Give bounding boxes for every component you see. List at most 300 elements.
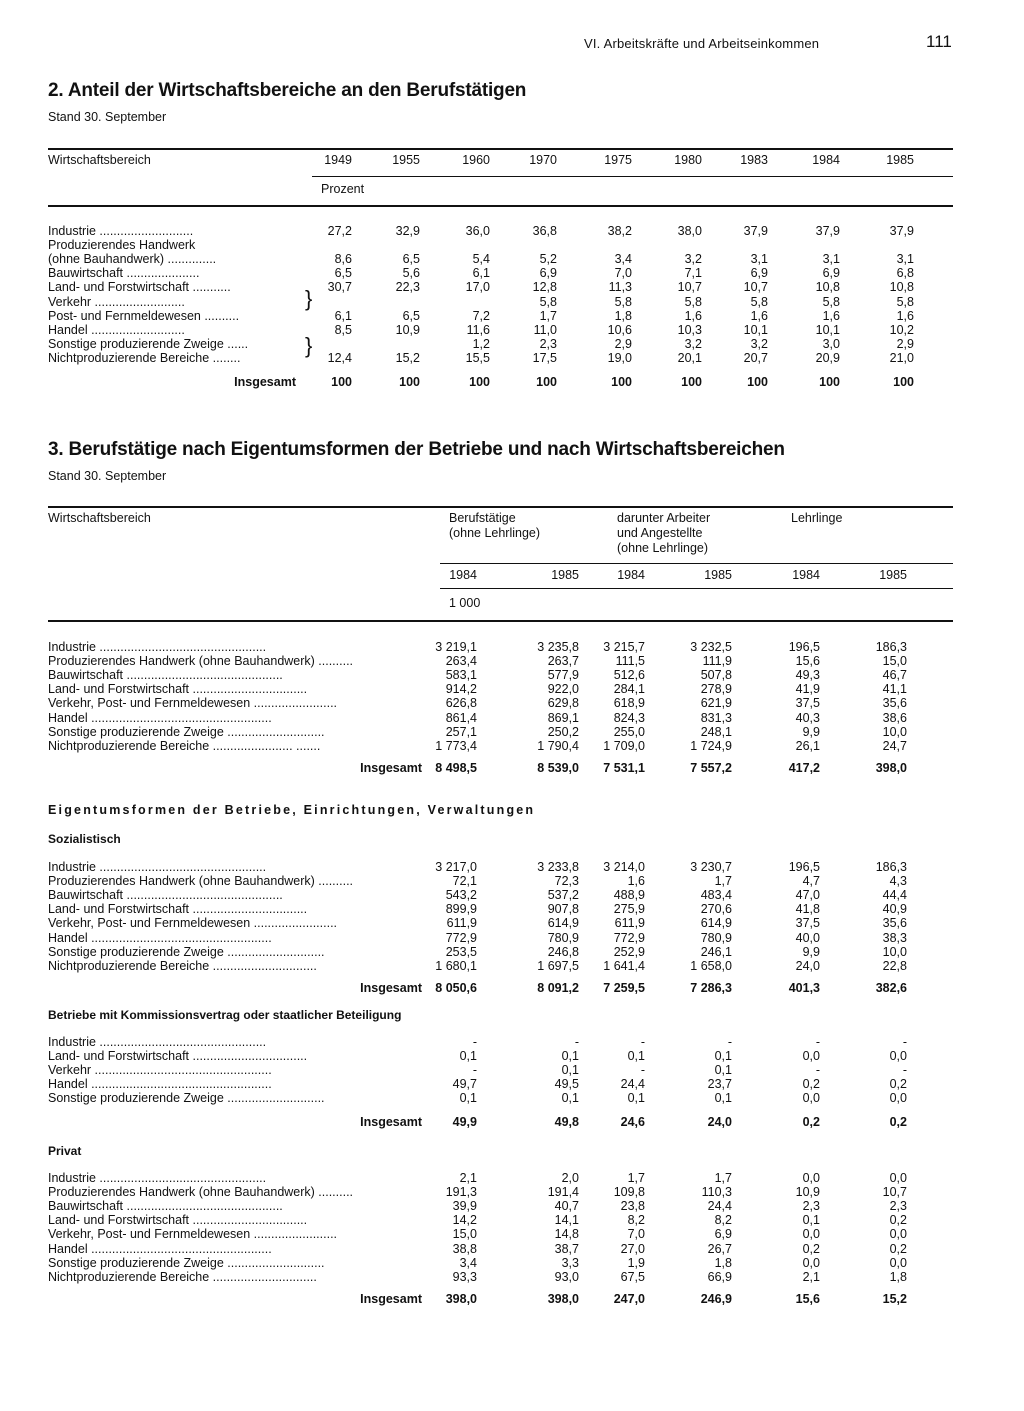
- table3-cell: 629,8: [547, 696, 579, 711]
- table3-cell: 22,8: [882, 958, 907, 973]
- table3-cell: 35,6: [882, 916, 907, 931]
- table3-cell: 24,4: [707, 1199, 732, 1214]
- table3-cell: 611,9: [446, 916, 477, 931]
- table3-row-label: Verkehr, Post- und Fernmeldewesen ........................: [48, 916, 338, 931]
- table3-cell: 0,0: [802, 1227, 820, 1242]
- table3-row-label: Nichtproduzierende Bereiche ....................... .......: [48, 738, 321, 753]
- table3-cell: 38,6: [882, 710, 907, 725]
- table2-cell: 17,5: [532, 351, 557, 365]
- table3-cell: 824,3: [613, 710, 645, 725]
- table3-cell: 488,9: [613, 888, 645, 903]
- table2-cell: 6,5: [402, 309, 420, 323]
- table2-cell: 30,7: [327, 280, 352, 294]
- table3-cell: 922,0: [547, 682, 579, 697]
- table3-cell: 3 230,7: [690, 860, 732, 874]
- table2-cell: 5,8: [539, 295, 557, 309]
- table2-year-1955: 1955: [392, 153, 420, 167]
- table3-cell: 38,8: [452, 1241, 477, 1256]
- table3-cell: 3 217,0: [435, 860, 477, 874]
- table2-cell: 17,0: [465, 280, 490, 294]
- table2-cell: 1,6: [822, 309, 840, 323]
- table3-cell: 255,0: [613, 724, 645, 739]
- table2-cell: 3,1: [822, 252, 840, 266]
- table3-cell: 1,9: [627, 1255, 645, 1270]
- table3-cell: 275,9: [613, 902, 645, 917]
- table3-unit: 1 000: [449, 596, 481, 610]
- table2-total-cell: 100: [611, 375, 632, 389]
- table3-cell: 3,3: [561, 1255, 579, 1270]
- table2-cell: 10,1: [743, 323, 768, 337]
- table2-cell: 11,6: [466, 323, 490, 337]
- table3-group-0-line: (ohne Lehrlinge): [449, 526, 541, 540]
- table2-cell: 10,7: [743, 280, 768, 294]
- table2-total-cell: 100: [819, 375, 840, 389]
- table3-cell: 284,1: [613, 682, 645, 697]
- table3-cell: 2,0: [561, 1171, 579, 1185]
- table3-cell: 0,1: [802, 1213, 820, 1228]
- table2-cell: 5,2: [539, 252, 557, 266]
- table3-cell: 0,0: [802, 1171, 820, 1185]
- table3-cell: 252,9: [613, 944, 645, 959]
- table3-cell: 3 219,1: [435, 640, 477, 654]
- table2-cell: 37,9: [815, 224, 840, 238]
- table2-year-1970: 1970: [529, 153, 557, 167]
- table3-cell: 0,1: [627, 1091, 645, 1106]
- table3-cell: 14,1: [554, 1213, 579, 1228]
- table2-cell: 1,2: [472, 337, 490, 351]
- table3-cell: 10,0: [882, 944, 907, 959]
- table3-total-cell: 417,2: [788, 761, 820, 775]
- table3-total-cell: 401,3: [788, 981, 820, 995]
- table3-row-label: Industrie ................................................: [48, 860, 267, 874]
- table2-cell: 6,5: [402, 252, 420, 266]
- table3-cell: 10,7: [882, 1185, 907, 1200]
- table3-cell: 66,9: [707, 1269, 732, 1284]
- table3-total-cell: 247,0: [613, 1292, 645, 1306]
- table3-total-cell: 7 286,3: [690, 981, 732, 995]
- table3-cell: 1 709,0: [603, 738, 645, 753]
- table3-row-label: Handel ....................................................: [48, 1077, 272, 1092]
- table3-cell: 2,3: [889, 1199, 907, 1214]
- table2-cell: 3,1: [750, 252, 768, 266]
- table3-cell: 0,1: [561, 1063, 579, 1078]
- table2-cell: 20,1: [677, 351, 702, 365]
- table3-total-cell: 7 259,5: [603, 981, 645, 995]
- table2-cell: 10,8: [815, 280, 840, 294]
- table3-total-cell: 398,0: [875, 761, 907, 775]
- table3-row-label: Sonstige produzierende Zweige ............................: [48, 944, 325, 959]
- table3-cell: 24,7: [882, 738, 907, 753]
- table3-cell: 40,3: [795, 710, 820, 725]
- table3-total-label: Insgesamt: [360, 981, 422, 995]
- table3-cell: 0,1: [459, 1049, 477, 1064]
- table2-cell: 1,7: [539, 309, 557, 323]
- table3-cell: 67,5: [620, 1269, 645, 1284]
- table3-cell: 614,9: [700, 916, 732, 931]
- table3-row-label: Nichtproduzierende Bereiche ..............................: [48, 1269, 317, 1284]
- table3-cell: 1 680,1: [435, 958, 477, 973]
- table2-total-cell: 100: [469, 375, 490, 389]
- table3-cell: 191,4: [547, 1185, 579, 1200]
- table3-cell: 0,1: [459, 1091, 477, 1106]
- table3-cell: 6,9: [714, 1227, 732, 1242]
- table3-title: 3. Berufstätige nach Eigentumsformen der Betriebe und nach Wirtschaftsbereichen: [48, 439, 785, 460]
- table3-group-1-line: darunter Arbeiter: [617, 511, 711, 525]
- table2-cell: 36,8: [532, 224, 557, 238]
- table3-total-cell: 7 531,1: [603, 761, 645, 775]
- table3-total-label: Insgesamt: [360, 761, 422, 775]
- table2-top-rule: [48, 148, 953, 150]
- table3-cell: 907,8: [547, 902, 579, 917]
- table2-subtitle: Stand 30. September: [48, 110, 167, 124]
- table3-cell: 26,7: [707, 1241, 732, 1256]
- table3-cell: -: [640, 1035, 645, 1049]
- table2-cell: 10,3: [677, 323, 702, 337]
- table3-cell: 9,9: [802, 944, 820, 959]
- table2-cell: 2,3: [539, 337, 557, 351]
- table2-cell: 5,8: [614, 295, 632, 309]
- table3-cell: 40,0: [795, 930, 820, 945]
- table3-cell: 1 790,4: [537, 738, 579, 753]
- table3-cell: 111,9: [702, 654, 732, 669]
- table2-cell: 7,0: [614, 266, 632, 280]
- table2-header-rule: [48, 205, 953, 207]
- table2-row-label: Post- und Fernmeldewesen ..........: [48, 309, 240, 323]
- table3-cell: 24,0: [795, 958, 820, 973]
- table3-cell: 0,2: [802, 1241, 820, 1256]
- table3-cell: 24,4: [620, 1077, 645, 1092]
- table3-cell: 869,1: [547, 710, 579, 725]
- table3-year-rule-top: [440, 563, 953, 564]
- table3-cell: 44,4: [882, 888, 907, 903]
- table3-total-cell: 0,2: [802, 1115, 820, 1129]
- table3-row-label: Handel ....................................................: [48, 930, 272, 945]
- table3-cell: 0,0: [802, 1049, 820, 1064]
- table3-year-0: 1984: [449, 568, 477, 582]
- table2-cell: 8,5: [334, 323, 352, 337]
- table3-cell: 4,7: [802, 874, 820, 889]
- table3-total-label: Insgesamt: [360, 1115, 422, 1129]
- table2-row-label: Produzierendes Handwerk: [48, 238, 196, 252]
- table3-total-cell: 15,6: [795, 1292, 820, 1306]
- table3-row-label: Sonstige produzierende Zweige ............................: [48, 724, 325, 739]
- table3-total-label: Insgesamt: [360, 1292, 422, 1306]
- table3-cell: 191,3: [445, 1185, 477, 1200]
- table2-year-1949: 1949: [324, 153, 352, 167]
- table3-cell: 38,3: [882, 930, 907, 945]
- table3-cell: 614,9: [547, 916, 579, 931]
- table3-cell: 3 215,7: [603, 640, 645, 654]
- table3-cell: 15,0: [882, 654, 907, 669]
- table3-cell: 2,1: [459, 1171, 477, 1185]
- table2-cell: 20,9: [815, 351, 840, 365]
- table3-cell: -: [574, 1035, 579, 1049]
- table2-cell: 7,1: [684, 266, 702, 280]
- table2-year-1975: 1975: [604, 153, 632, 167]
- table3-cell: 0,0: [889, 1049, 907, 1064]
- table3-row-label: Industrie ................................................: [48, 1035, 267, 1049]
- table3-cell: 1,7: [627, 1171, 645, 1185]
- table2-cell: 32,9: [395, 224, 420, 238]
- table3-cell: -: [640, 1063, 645, 1078]
- table3-cell: 41,1: [882, 682, 907, 697]
- table2-cell: 22,3: [395, 280, 420, 294]
- table2-year-1980: 1980: [674, 153, 702, 167]
- table3-cell: 246,1: [700, 944, 732, 959]
- table3-cell: 1 658,0: [690, 958, 732, 973]
- table3-cell: 14,2: [452, 1213, 477, 1228]
- table3-cell: 914,2: [445, 682, 477, 697]
- table3-cell: 0,1: [714, 1063, 732, 1078]
- table3-cell: 250,2: [547, 724, 579, 739]
- table3-cell: 72,3: [554, 874, 579, 889]
- table2-cell: 1,6: [684, 309, 702, 323]
- table2-total-label: Insgesamt: [234, 375, 296, 389]
- table3-cell: 577,9: [547, 668, 579, 683]
- table2-total-cell: 100: [399, 375, 420, 389]
- table2-row-label: Nichtproduzierende Bereiche ........: [48, 351, 241, 365]
- table3-cell: 263,7: [547, 654, 579, 669]
- table2-cell: 38,0: [677, 224, 702, 238]
- table2-cell: 3,4: [614, 252, 632, 266]
- table2-cell: 5,8: [896, 295, 914, 309]
- table3-total-cell: 15,2: [882, 1292, 907, 1306]
- table2-cell: 3,2: [684, 252, 702, 266]
- table3-group-0-line: Berufstätige: [449, 511, 516, 525]
- table3-cell: 49,5: [554, 1077, 579, 1092]
- table3-cell: 2,1: [802, 1269, 820, 1284]
- table3-cell: 14,8: [554, 1227, 579, 1242]
- table3-col-label: Wirtschaftsbereich: [48, 511, 151, 525]
- table3-cell: 186,3: [875, 640, 907, 654]
- table3-row-label: Land- und Forstwirtschaft .................................: [48, 682, 308, 697]
- table3-subtitle: Stand 30. September: [48, 469, 167, 483]
- table3-row-label: Sonstige produzierende Zweige ............................: [48, 1091, 325, 1106]
- table3-cell: 49,3: [795, 668, 820, 683]
- table3-cell: 899,9: [445, 902, 477, 917]
- table3-cell: 537,2: [547, 888, 579, 903]
- table3-cell: 7,0: [627, 1227, 645, 1242]
- table3-total-cell: 49,8: [554, 1115, 579, 1129]
- table2-cell: 38,2: [607, 224, 632, 238]
- table3-cell: 772,9: [445, 930, 477, 945]
- table3-cell: -: [815, 1063, 820, 1078]
- table2-cell: 36,0: [465, 224, 490, 238]
- table3-year-1: 1985: [551, 568, 579, 582]
- table2-cell: 5,8: [822, 295, 840, 309]
- table2-cell: 10,9: [395, 323, 420, 337]
- table3-cell: 1,7: [714, 1171, 732, 1185]
- table3-cell: 72,1: [452, 874, 477, 889]
- table2-total-cell: 100: [893, 375, 914, 389]
- table3-cell: 27,0: [620, 1241, 645, 1256]
- table2-cell: 5,6: [402, 266, 420, 280]
- table3-cell: 0,0: [889, 1227, 907, 1242]
- table3-total-cell: 246,9: [700, 1292, 732, 1306]
- table3-cell: 3 233,8: [537, 860, 579, 874]
- table3-cell: 0,2: [802, 1077, 820, 1092]
- table3-row-label: Land- und Forstwirtschaft .................................: [48, 1049, 308, 1064]
- table3-cell: -: [815, 1035, 820, 1049]
- table3-cell: 246,8: [547, 944, 579, 959]
- table3-cell: 0,0: [889, 1171, 907, 1185]
- table3-group-2-line: Lehrlinge: [791, 511, 843, 525]
- table3-cell: 253,5: [445, 944, 477, 959]
- table2-cell: 10,8: [889, 280, 914, 294]
- table2-cell: 10,2: [889, 323, 914, 337]
- table2-cell: 2,9: [614, 337, 632, 351]
- table3-cell: 9,9: [802, 724, 820, 739]
- table3-row-label: Produzierendes Handwerk (ohne Bauhandwerk) ..........: [48, 1185, 354, 1200]
- table3-total-cell: 382,6: [875, 981, 907, 995]
- table3-row-label: Industrie ................................................: [48, 1171, 267, 1185]
- table3-cell: 49,7: [452, 1077, 477, 1092]
- table2-row-label: (ohne Bauhandwerk) ..............: [48, 252, 217, 266]
- table2-year-1983: 1983: [740, 153, 768, 167]
- table3-year-rule: [440, 588, 953, 589]
- table3-row-label: Verkehr, Post- und Fernmeldewesen ........................: [48, 696, 338, 711]
- table3-row-label: Land- und Forstwirtschaft .................................: [48, 1213, 308, 1228]
- table2-cell: 5,4: [472, 252, 490, 266]
- table2-cell: 1,6: [750, 309, 768, 323]
- table3-cell: 0,0: [802, 1091, 820, 1106]
- table2-year-1984: 1984: [812, 153, 840, 167]
- table3-cell: 0,1: [714, 1049, 732, 1064]
- table3-cell: 780,9: [547, 930, 579, 945]
- table2-cell: 10,1: [815, 323, 840, 337]
- table3-row-label: Verkehr ...................................................: [48, 1063, 272, 1078]
- table3-row-label: Produzierendes Handwerk (ohne Bauhandwerk) ..........: [48, 654, 354, 669]
- table3-cell: 0,0: [802, 1255, 820, 1270]
- table3-top-rule: [48, 506, 953, 508]
- table3-cell: 1,7: [714, 874, 732, 889]
- table2-cell: 6,8: [896, 266, 914, 280]
- table3-cell: 111,5: [615, 654, 645, 669]
- table2-cell: 8,6: [334, 252, 352, 266]
- table3-year-5: 1985: [879, 568, 907, 582]
- table2-total-cell: 100: [747, 375, 768, 389]
- table2-year-1960: 1960: [462, 153, 490, 167]
- table3-total-cell: 24,6: [620, 1115, 645, 1129]
- table3-total-cell: 8 539,0: [537, 761, 579, 775]
- table3-cell: 621,9: [700, 696, 732, 711]
- table2-cell: 6,5: [334, 266, 352, 280]
- table3-total-cell: 8 091,2: [537, 981, 579, 995]
- table3-cell: 10,0: [882, 724, 907, 739]
- table3-year-4: 1984: [792, 568, 820, 582]
- table3-cell: 0,1: [714, 1091, 732, 1106]
- table3-cell: 10,9: [795, 1185, 820, 1200]
- table3-cell: 93,0: [554, 1269, 579, 1284]
- table3-cell: 618,9: [613, 696, 645, 711]
- table3-block-heading: Privat: [48, 1144, 82, 1158]
- ownership-heading: Eigentumsformen der Betriebe, Einrichtungen, Verwaltungen: [48, 803, 536, 817]
- table3-cell: 0,0: [889, 1255, 907, 1270]
- table3-group-1-line: und Angestellte: [617, 526, 703, 540]
- table2-cell: 3,2: [684, 337, 702, 351]
- table3-cell: 41,8: [795, 902, 820, 917]
- table2-cell: 3,2: [750, 337, 768, 351]
- table2-cell: 10,6: [607, 323, 632, 337]
- table3-cell: -: [727, 1035, 732, 1049]
- table3-cell: -: [472, 1063, 477, 1078]
- table3-row-label: Verkehr, Post- und Fernmeldewesen ........................: [48, 1227, 338, 1242]
- table3-cell: 626,8: [445, 696, 477, 711]
- table3-cell: 2,3: [802, 1199, 820, 1214]
- table3-cell: 1 641,4: [603, 958, 645, 973]
- table3-row-label: Bauwirtschaft .............................................: [48, 1199, 283, 1214]
- table2-cell: 37,9: [743, 224, 768, 238]
- table3-cell: 35,6: [882, 696, 907, 711]
- table2-cell: 1,8: [614, 309, 632, 323]
- table3-row-label: Bauwirtschaft .............................................: [48, 888, 283, 903]
- table2-cell: 15,5: [465, 351, 490, 365]
- table3-cell: 1 697,5: [537, 958, 579, 973]
- table2-cell: 1,6: [896, 309, 914, 323]
- table2-row-label: Land- und Forstwirtschaft ...........: [48, 280, 231, 294]
- table3-cell: 1,8: [714, 1255, 732, 1270]
- table2-cell: 19,0: [607, 351, 632, 365]
- table3-cell: 0,1: [561, 1091, 579, 1106]
- table3-cell: 512,6: [613, 668, 645, 683]
- table3-total-cell: 0,2: [889, 1115, 907, 1129]
- table3-cell: 8,2: [627, 1213, 645, 1228]
- table3-cell: 278,9: [700, 682, 732, 697]
- table3-cell: 1 724,9: [690, 738, 732, 753]
- table3-cell: 257,1: [445, 724, 477, 739]
- table2-cell: 3,1: [896, 252, 914, 266]
- table3-total-cell: 8 050,6: [435, 981, 477, 995]
- table2-row-label: Handel ...........................: [48, 323, 185, 337]
- table3-cell: 196,5: [788, 640, 820, 654]
- table2-total-cell: 100: [681, 375, 702, 389]
- table3-block-heading: Sozialistisch: [48, 832, 121, 846]
- brace-sonstige: }: [305, 333, 313, 358]
- table3-year-3: 1985: [704, 568, 732, 582]
- table2-cell: 6,1: [472, 266, 490, 280]
- table3-cell: -: [472, 1035, 477, 1049]
- table3-row-label: Nichtproduzierende Bereiche ..............................: [48, 958, 317, 973]
- table2-cell: 6,9: [822, 266, 840, 280]
- table3-total-cell: 24,0: [707, 1115, 732, 1129]
- table3-cell: 3 232,5: [690, 640, 732, 654]
- table2-cell: 6,1: [334, 309, 352, 323]
- table3-cell: 1,6: [627, 874, 645, 889]
- table2-row-label: Industrie ...........................: [48, 224, 194, 238]
- table2-row-label: Sonstige produzierende Zweige ......: [48, 337, 249, 351]
- table3-cell: 39,9: [452, 1199, 477, 1214]
- table3-cell: 0,2: [889, 1241, 907, 1256]
- table3-cell: 37,5: [795, 916, 820, 931]
- table3-cell: 483,4: [700, 888, 732, 903]
- table3-cell: 40,7: [554, 1199, 579, 1214]
- table3-cell: 46,7: [882, 668, 907, 683]
- table2-cell: 27,2: [327, 224, 352, 238]
- table2-cell: 37,9: [889, 224, 914, 238]
- table2-year-rule: [312, 176, 953, 177]
- table3-group-1-line: (ohne Lehrlinge): [617, 541, 709, 555]
- table3-year-2: 1984: [617, 568, 645, 582]
- table3-cell: 93,3: [452, 1269, 477, 1284]
- table3-cell: 0,2: [889, 1077, 907, 1092]
- table2-cell: 11,0: [533, 323, 557, 337]
- table3-cell: 780,9: [700, 930, 732, 945]
- table3-cell: 3 235,8: [537, 640, 579, 654]
- table2-cell: 6,9: [750, 266, 768, 280]
- table2-cell: 2,9: [896, 337, 914, 351]
- table3-row-label: Handel ....................................................: [48, 710, 272, 725]
- table3-cell: 0,0: [889, 1091, 907, 1106]
